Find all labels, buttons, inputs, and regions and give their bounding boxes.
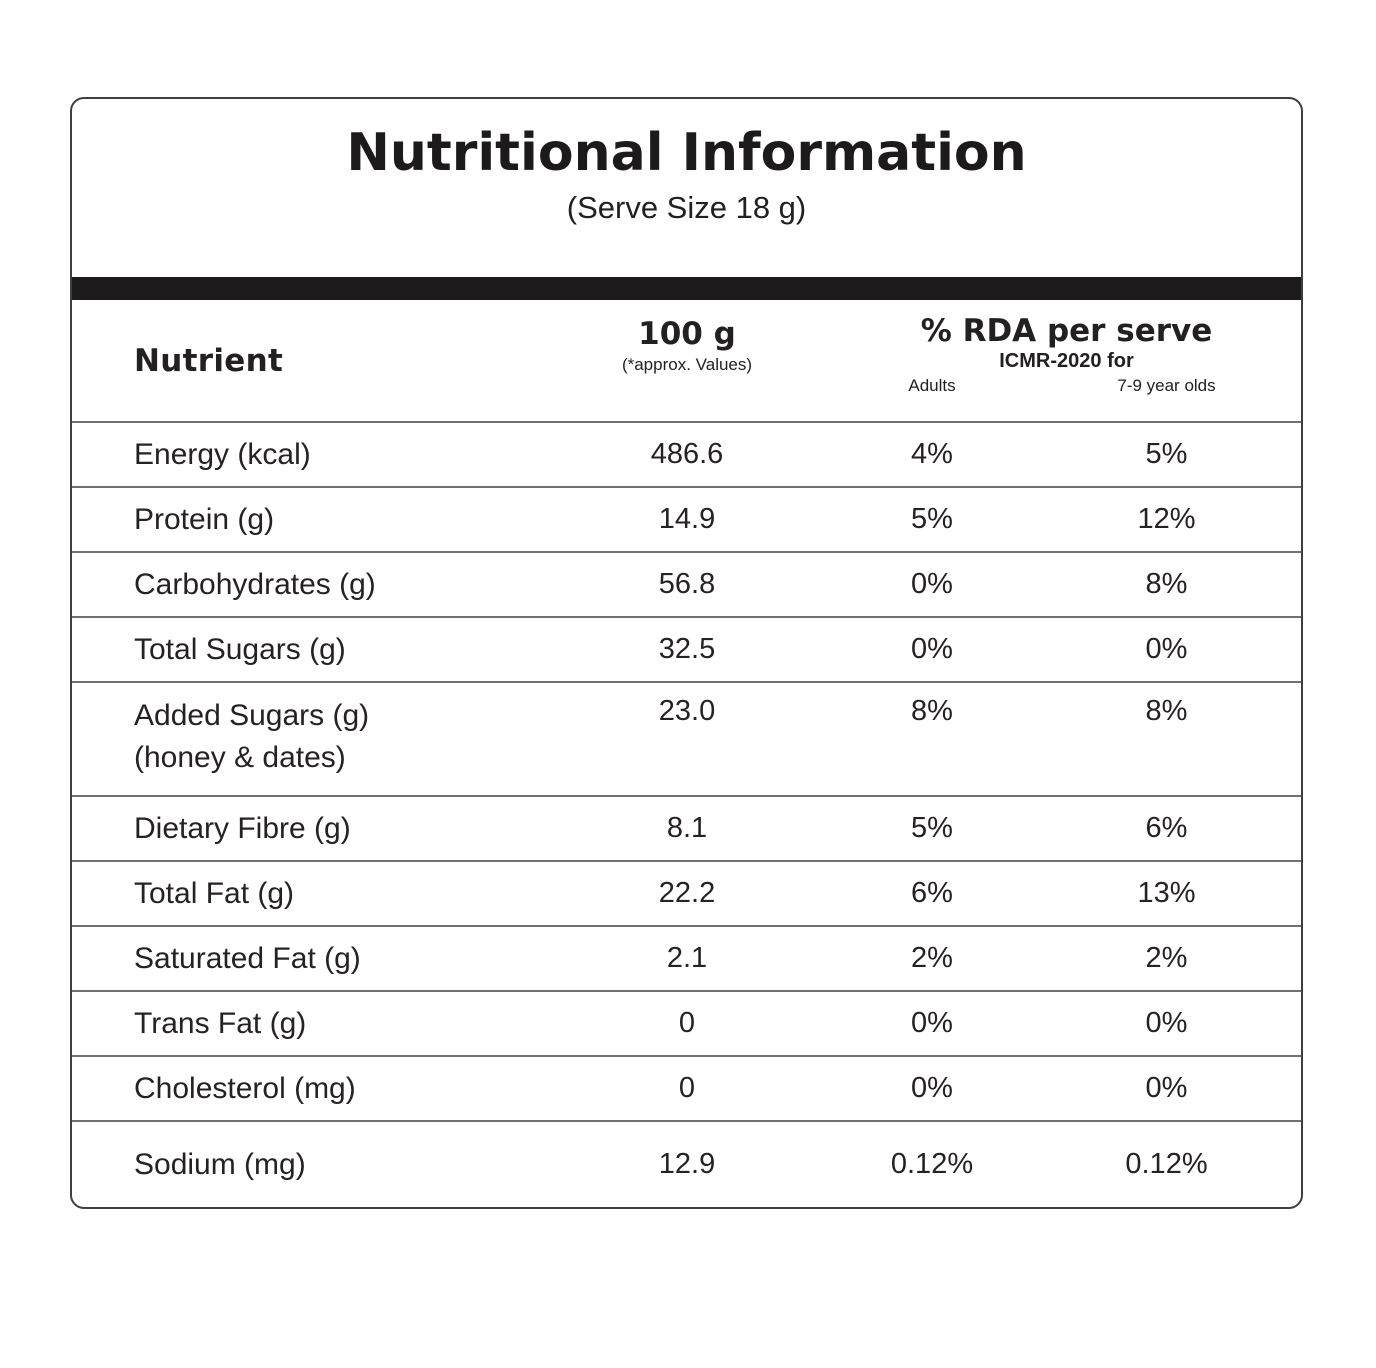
value-per100g: 22.2 bbox=[658, 877, 716, 909]
nutrient-label bbox=[72, 808, 542, 850]
value-adults: 4% bbox=[911, 438, 953, 470]
table-row bbox=[72, 1055, 1301, 1120]
value-kids: 0% bbox=[1145, 1072, 1188, 1104]
divider-bar bbox=[72, 277, 1301, 300]
value-kids: 0% bbox=[1145, 633, 1188, 665]
nutrient-label bbox=[72, 873, 542, 915]
nutrient-label-line1: Trans Fat (g) bbox=[134, 1006, 307, 1040]
nutrient-label bbox=[72, 629, 542, 671]
value-per100g: 56.8 bbox=[658, 568, 716, 600]
nutrient-label-line1: Cholesterol (mg) bbox=[134, 1071, 356, 1105]
nutrient-label-line1: Total Fat (g) bbox=[134, 876, 295, 910]
nutrient-label bbox=[72, 1068, 542, 1110]
table-row bbox=[72, 860, 1301, 925]
value-kids: 6% bbox=[1145, 812, 1188, 844]
table-row bbox=[72, 551, 1301, 616]
value-kids: 0% bbox=[1145, 1007, 1188, 1039]
column-header-rda: % RDA per serve bbox=[920, 313, 1213, 349]
table-row bbox=[72, 1120, 1301, 1207]
value-kids: 0.12% bbox=[1125, 1148, 1208, 1180]
value-kids: 2% bbox=[1145, 942, 1188, 974]
value-per100g: 0 bbox=[678, 1007, 696, 1039]
nutrient-label-line1: Saturated Fat (g) bbox=[134, 941, 361, 975]
value-adults: 0.12% bbox=[890, 1148, 974, 1180]
nutrient-label bbox=[72, 564, 542, 606]
value-adults: 5% bbox=[911, 503, 953, 535]
value-kids: 12% bbox=[1137, 503, 1196, 535]
table-row bbox=[72, 486, 1301, 551]
title-block bbox=[72, 99, 1301, 277]
nutrient-label-line1: Protein (g) bbox=[134, 502, 275, 536]
table-row bbox=[72, 795, 1301, 860]
nutrient-label bbox=[72, 499, 542, 541]
column-header-adults: Adults bbox=[908, 376, 956, 395]
value-adults: 0% bbox=[911, 568, 953, 600]
value-kids: 8% bbox=[1145, 695, 1188, 727]
table-row bbox=[72, 925, 1301, 990]
column-header-rda-group bbox=[832, 300, 1301, 421]
value-adults: 6% bbox=[911, 877, 953, 909]
column-header-100g-group bbox=[542, 300, 832, 421]
nutrient-label-line1: Carbohydrates (g) bbox=[134, 567, 376, 601]
column-header-100g-note: (*approx. Values) bbox=[621, 355, 753, 374]
table-header bbox=[72, 300, 1301, 421]
value-per100g: 23.0 bbox=[658, 695, 716, 727]
value-adults: 0% bbox=[911, 1007, 953, 1039]
value-kids: 13% bbox=[1137, 877, 1196, 909]
value-adults: 2% bbox=[911, 942, 953, 974]
value-adults: 8% bbox=[911, 695, 953, 727]
column-header-nutrient: Nutrient bbox=[134, 342, 284, 379]
nutrient-label-line1: Added Sugars (g) bbox=[134, 699, 370, 732]
page-title: Nutritional Information bbox=[346, 123, 1027, 183]
nutrient-label bbox=[72, 434, 542, 476]
nutrient-label bbox=[72, 683, 542, 779]
nutrient-label-line1: Dietary Fibre (g) bbox=[134, 811, 351, 845]
value-per100g: 8.1 bbox=[666, 812, 708, 844]
nutrient-label bbox=[72, 938, 542, 980]
column-header-100g: 100 g bbox=[638, 316, 736, 352]
table-row bbox=[72, 990, 1301, 1055]
value-kids: 8% bbox=[1145, 568, 1188, 600]
value-per100g: 2.1 bbox=[666, 942, 708, 974]
column-header-rda-note: ICMR-2020 for bbox=[999, 350, 1134, 372]
nutrient-label bbox=[72, 1144, 542, 1186]
nutrition-facts-card bbox=[70, 97, 1303, 1209]
value-adults: 0% bbox=[911, 1072, 953, 1104]
value-per100g: 14.9 bbox=[658, 503, 716, 535]
column-header-kids: 7-9 year olds bbox=[1117, 376, 1216, 395]
table-row bbox=[72, 421, 1301, 486]
nutrient-label-line1: Energy (kcal) bbox=[134, 437, 311, 471]
value-per100g: 0 bbox=[678, 1072, 696, 1104]
nutrient-label-line1: Total Sugars (g) bbox=[134, 632, 346, 666]
table-row bbox=[72, 616, 1301, 681]
value-per100g: 486.6 bbox=[650, 438, 724, 470]
nutrient-label bbox=[72, 1003, 542, 1045]
table-row bbox=[72, 681, 1301, 795]
value-adults: 5% bbox=[911, 812, 953, 844]
value-per100g: 32.5 bbox=[658, 633, 716, 665]
value-per100g: 12.9 bbox=[658, 1148, 716, 1180]
serve-size-subtitle: (Serve Size 18 g) bbox=[566, 190, 807, 226]
nutrient-label-line1: Sodium (mg) bbox=[134, 1147, 306, 1181]
table-body bbox=[72, 421, 1301, 1207]
value-adults: 0% bbox=[911, 633, 953, 665]
column-header-rda-subrow bbox=[832, 376, 1301, 396]
nutrient-label-line2: (honey & dates) bbox=[134, 741, 346, 774]
value-kids: 5% bbox=[1145, 438, 1188, 470]
